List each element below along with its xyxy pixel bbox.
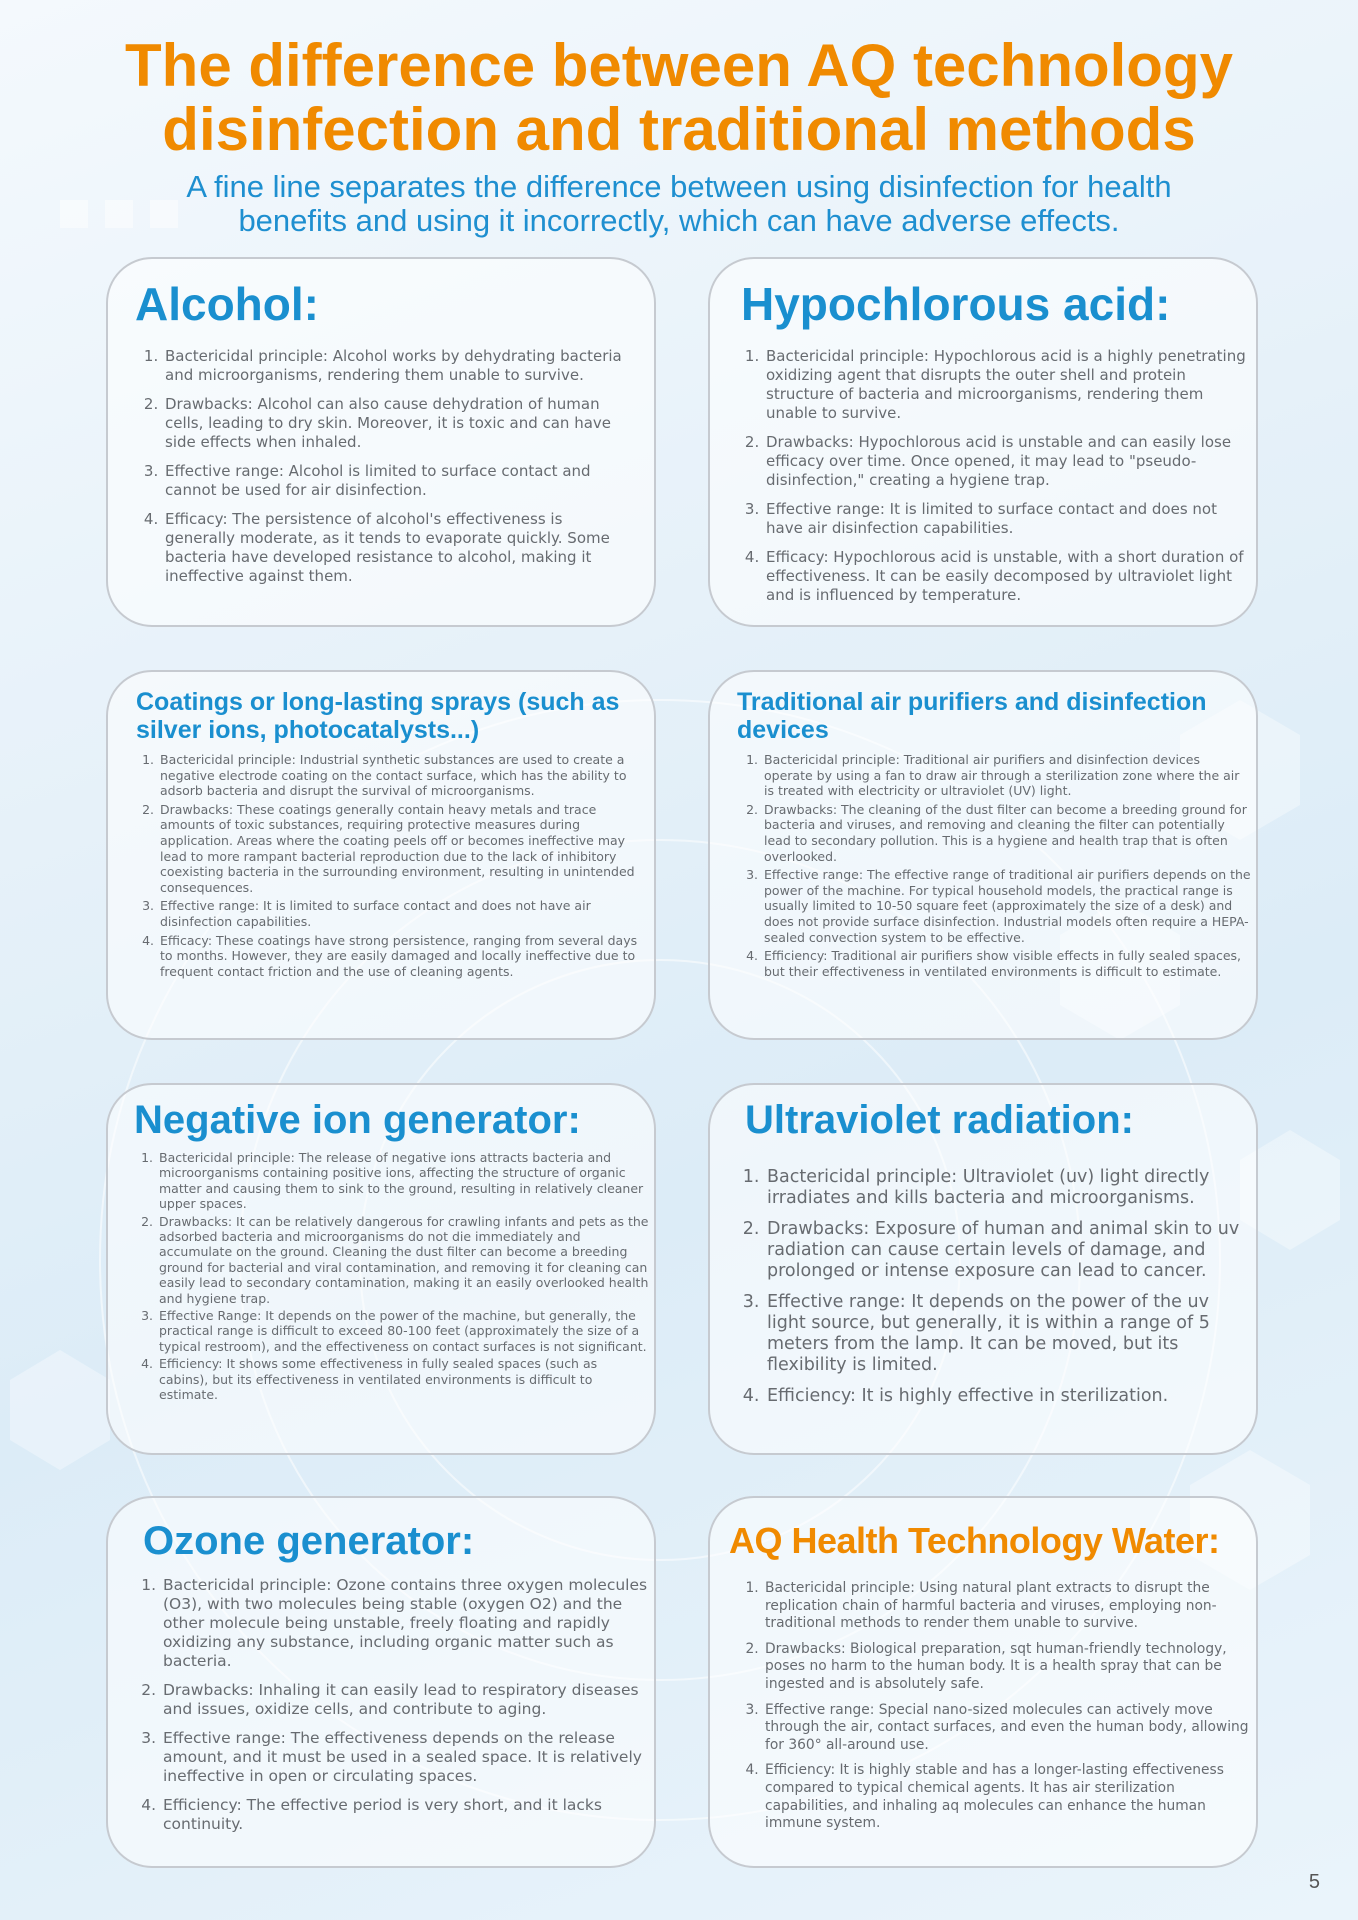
card-title: Alcohol: <box>135 278 319 330</box>
list-item: 1. Bactericidal principle: Hypochlorous acid is a highly penetrating oxidizing agent that disrupts the outer shell and protein structure of bacteria and microorganisms, rendering them unable to survive. <box>764 347 1252 423</box>
card-list <box>744 347 1252 605</box>
list-item: 1. Bactericidal principle: Ozone contains three oxygen molecules (O3), with two molecules being stable (oxygen O2) and the other molecule being unstable, freely floating and rapidly oxidizing any substance, including organic matter such as bacteria. <box>161 1576 651 1671</box>
card-alcohol <box>106 257 656 627</box>
list-item: 1. Bactericidal principle: Ultraviolet (uv) light directly irradiates and kills bacteria and microorganisms. <box>765 1167 1245 1209</box>
list-item: 2. Drawbacks: It can be relatively dangerous for crawling infants and pets as the adsorbed bacteria and microorganisms do not die immediately and accumulate on the ground. Cleaning the dust filter can become a breeding ground for bacterial and viral contamination, and removing it for cleaning can easily lead to secondary contamination, making it an easily overlooked health and hygiene trap. <box>157 1214 649 1306</box>
page-number: 5 <box>1308 1871 1320 1893</box>
list-item: 4. Efficiency: Traditional air purifiers show visible effects in fully sealed spaces, but their effectiveness in ventilated environments is difficult to estimate. <box>762 948 1252 979</box>
list-item: 3. Effective range: The effective range of traditional air purifiers depends on the power of the machine. For typical household models, the practical range is usually limited to 10-50 square feet (approximately the size of a desk) and does not provide surface disinfection. Industrial models often require a HEPA-sealed convection system to be effective. <box>762 867 1252 945</box>
list-item: 2. Drawbacks: The cleaning of the dust filter can become a breeding ground for bacteria and viruses, and removing and cleaning the filter can potentially lead to secondary pollution. This is a hygiene and health trap that is often overlooked. <box>762 802 1252 864</box>
page-title <box>0 34 1358 162</box>
card-list <box>137 1150 649 1403</box>
card-aq-health-technology-water <box>708 1496 1258 1868</box>
card-title: Ozone generator: <box>143 1519 475 1563</box>
list-item: 3. Effective range: Special nano-sized molecules can actively move through the air, contact surfaces, and even the human body, allowing for 360° all-around use. <box>763 1702 1253 1755</box>
card-hypochlorous-acid <box>708 257 1258 627</box>
list-item: 1. Bactericidal principle: The release of negative ions attracts bacteria and microorganisms containing positive ions, affecting the structure of organic matter and causing them to sink to the ground, resulting in relatively cleaner upper spaces. <box>157 1150 649 1212</box>
page-subtitle <box>100 170 1258 238</box>
list-item: 3. Effective range: It is limited to surface contact and does not have air disinfection capabilities. <box>764 500 1252 538</box>
list-item: 2. Drawbacks: Biological preparation, sqt human-friendly technology, poses no harm to the human body. It is a health spray that can be ingested and is absolutely safe. <box>763 1641 1253 1694</box>
subtitle-line-1: A fine line separates the difference between using disinfection for health <box>186 169 1172 204</box>
card-list <box>743 1580 1253 1833</box>
list-item: 2. Drawbacks: Alcohol can also cause dehydration of human cells, leading to dry skin. Moreover, it is toxic and can have side effects when inhaled. <box>163 395 633 452</box>
card-title: Negative ion generator: <box>134 1098 581 1142</box>
list-item: 4. Efficacy: The persistence of alcohol's effectiveness is generally moderate, as it tends to evaporate quickly. Some bacteria have developed resistance to alcohol, making it ineffective against them. <box>163 510 633 586</box>
list-item: 4. Efficiency: It is highly effective in sterilization. <box>765 1386 1245 1407</box>
list-item: 1. Bactericidal principle: Alcohol works by dehydrating bacteria and microorganisms, rendering them unable to survive. <box>163 347 633 385</box>
card-title: AQ Health Technology Water: <box>729 1520 1220 1561</box>
title-line-1: The difference between AQ technology <box>125 32 1233 99</box>
card-list <box>138 752 648 979</box>
list-item: 2. Drawbacks: Hypochlorous acid is unstable and can easily lose efficacy over time. Once opened, it may lead to "pseudo-disinfection," creating a hygiene trap. <box>764 433 1252 490</box>
card-negative-ion-generator <box>106 1083 656 1455</box>
card-list <box>141 1576 651 1834</box>
list-item: 1. Bactericidal principle: Industrial synthetic substances are used to create a negative electrode coating on the contact surface, which has the ability to adsorb bacteria and disrupt the survival of microorganisms. <box>158 752 648 799</box>
card-traditional-air-purifiers <box>708 670 1258 1040</box>
list-item: 3. Effective Range: It depends on the power of the machine, but generally, the practical range is difficult to exceed 80-100 feet (approximately the size of a typical restroom), and the effectiveness on contact surfaces is not significant. <box>157 1308 649 1354</box>
list-item: 4. Efficiency: It shows some effectiveness in fully sealed spaces (such as cabins), but its effectiveness in ventilated environments is difficult to estimate. <box>157 1356 649 1402</box>
card-ultraviolet-radiation <box>708 1083 1258 1455</box>
card-list <box>742 752 1252 979</box>
card-list <box>143 347 633 586</box>
list-item: 1. Bactericidal principle: Traditional air purifiers and disinfection devices operate by using a fan to draw air through a sterilization zone where the air is treated with electricity or ultraviolet (UV) light. <box>762 752 1252 799</box>
list-item: 3. Effective range: The effectiveness depends on the release amount, and it must be used in a sealed space. It is relatively ineffective in open or circulating spaces. <box>161 1729 651 1786</box>
card-list <box>745 1167 1245 1407</box>
list-item: 3. Effective range: It is limited to surface contact and does not have air disinfection capabilities. <box>158 898 648 929</box>
list-item: 2. Drawbacks: Exposure of human and animal skin to uv radiation can cause certain levels of damage, and prolonged or intense exposure can lead to cancer. <box>765 1219 1245 1282</box>
card-title: Coatings or long-lasting sprays (such as silver ions, photocatalysts...) <box>136 688 620 744</box>
card-coatings-sprays <box>106 670 656 1040</box>
list-item: 4. Efficiency: The effective period is very short, and it lacks continuity. <box>161 1796 651 1834</box>
subtitle-line-2: benefits and using it incorrectly, which can have adverse effects. <box>238 203 1120 238</box>
list-item: 4. Efficacy: These coatings have strong persistence, ranging from several days to months. However, they are easily damaged and locally ineffective due to frequent contact friction and the use of cleaning agents. <box>158 933 648 980</box>
card-title: Traditional air purifiers and disinfection devices <box>737 688 1207 744</box>
list-item: 1. Bactericidal principle: Using natural plant extracts to disrupt the replication chain of harmful bacteria and viruses, employing non-traditional methods to render them unable to survive. <box>763 1580 1253 1633</box>
list-item: 3. Effective range: Alcohol is limited to surface contact and cannot be used for air disinfection. <box>163 462 633 500</box>
list-item: 2. Drawbacks: Inhaling it can easily lead to respiratory diseases and issues, oxidize cells, and contribute to aging. <box>161 1681 651 1719</box>
card-title: Hypochlorous acid: <box>741 278 1171 330</box>
card-ozone-generator <box>106 1496 656 1868</box>
list-item: 3. Effective range: It depends on the power of the uv light source, but generally, it is within a range of 5 meters from the lamp. It can be moved, but its flexibility is limited. <box>765 1292 1245 1376</box>
list-item: 4. Efficacy: Hypochlorous acid is unstable, with a short duration of effectiveness. It can be easily decomposed by ultraviolet light and is influenced by temperature. <box>764 548 1252 605</box>
list-item: 4. Efficiency: It is highly stable and has a longer-lasting effectiveness compared to typical chemical agents. It has air sterilization capabilities, and inhaling aq molecules can enhance the human immune system. <box>763 1762 1253 1832</box>
list-item: 2. Drawbacks: These coatings generally contain heavy metals and trace amounts of toxic substances, requiring protective measures during application. Areas where the coating peels off or becomes ineffective may lead to more rampant bacterial reproduction due to the lack of inhibitory coexisting bacteria in the surrounding environment, resulting in unintended consequences. <box>158 802 648 896</box>
card-title: Ultraviolet radiation: <box>745 1098 1134 1142</box>
title-line-2: disinfection and traditional methods <box>162 96 1196 163</box>
